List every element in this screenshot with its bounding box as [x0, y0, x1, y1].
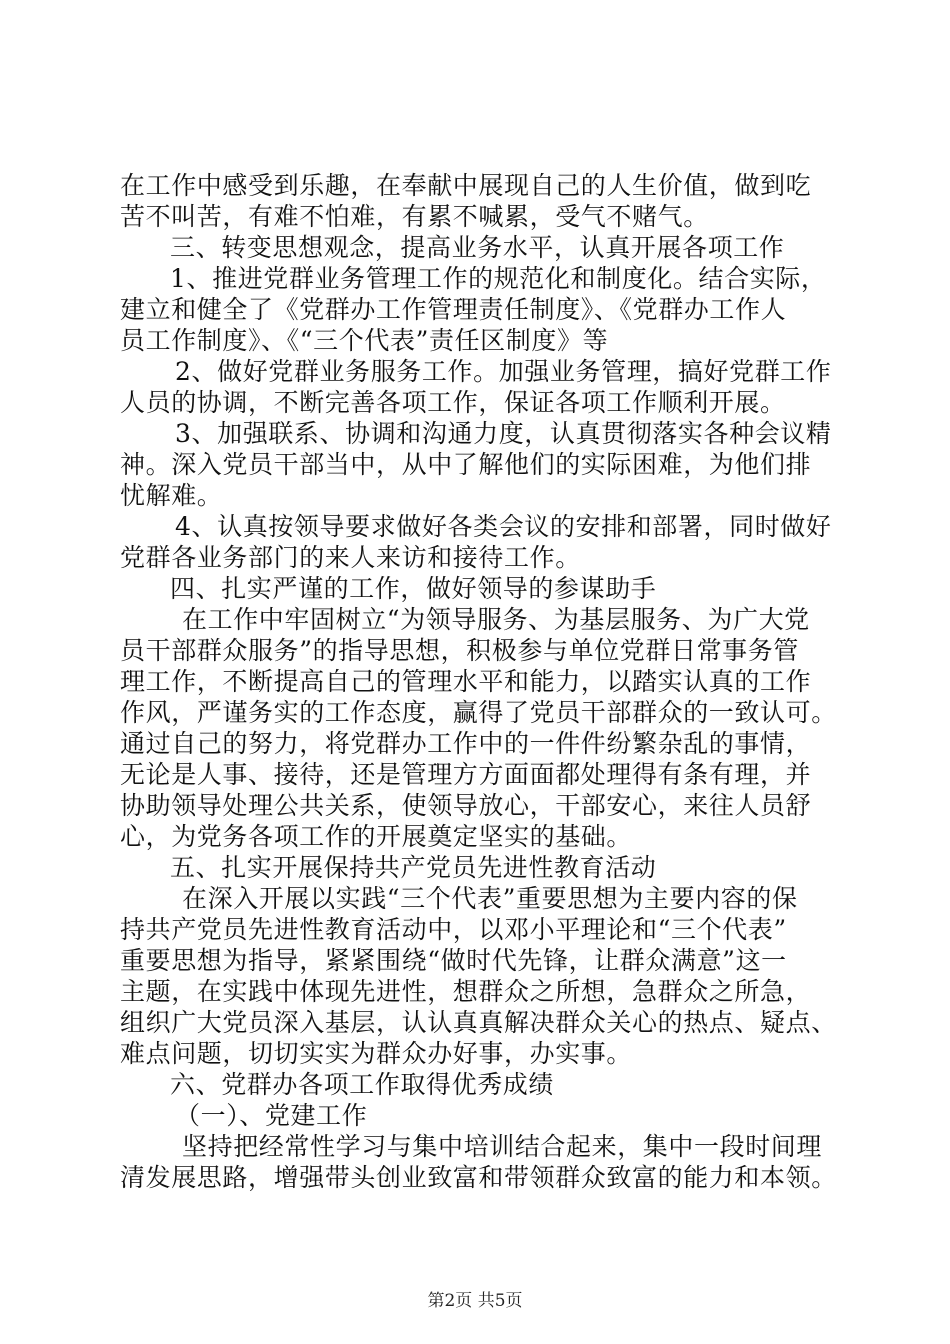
text-line: 组织广大党员深入基层，认认真真解决群众关心的热点、疑点、 — [120, 1008, 837, 1037]
text-line: 四、扎实严谨的工作，做好领导的参谋助手 — [170, 574, 657, 603]
text-line: 心，为党务各项工作的开展奠定坚实的基础。 — [120, 822, 633, 851]
text-line: 在工作中牢固树立“为领导服务、为基层服务、为广大党 — [182, 605, 810, 634]
text-line: 苦不叫苦，有难不怕难，有累不喊累，受气不赌气。 — [120, 202, 709, 231]
text-line: 建立和健全了《党群办工作管理责任制度》、《党群办工作人 — [120, 295, 787, 324]
text-line: 3、加强联系、协调和沟通力度，认真贯彻落实各种会议精 — [175, 419, 832, 448]
text-line: 忧解难。 — [120, 481, 223, 510]
text-line: 清发展思路，增强带头创业致富和带领群众致富的能力和本领。 — [120, 1163, 837, 1192]
text-line: 重要思想为指导，紧紧围绕“做时代先锋，让群众满意”这一 — [120, 946, 787, 975]
text-line: （一）、党建工作 — [175, 1101, 368, 1130]
text-line: 作风，严谨务实的工作态度，赢得了党员干部群众的一致认可。 — [120, 698, 837, 727]
text-line: 党群各业务部门的来人来访和接待工作。 — [120, 543, 581, 572]
text-line: 2、做好党群业务服务工作。加强业务管理，搞好党群工作 — [175, 357, 832, 386]
text-line: 理工作，不断提高自己的管理水平和能力，以踏实认真的工作 — [120, 667, 812, 696]
text-line: 通过自己的努力，将党群办工作中的一件件纷繁杂乱的事情， — [120, 729, 812, 758]
text-line: 主题，在实践中体现先进性，想群众之所想，急群众之所急， — [120, 977, 812, 1006]
text-line: 坚持把经常性学习与集中培训结合起来，集中一段时间理 — [182, 1132, 823, 1161]
text-line: 在工作中感受到乐趣，在奉献中展现自己的人生价值，做到吃 — [120, 171, 812, 200]
text-line: 在深入开展以实践“三个代表”重要思想为主要内容的保 — [182, 884, 798, 913]
text-line: 协助领导处理公共关系，使领导放心，干部安心，来往人员舒 — [120, 791, 812, 820]
text-line: 难点问题，切切实实为群众办好事，办实事。 — [120, 1039, 633, 1068]
text-line: 人员的协调，不断完善各项工作，保证各项工作顺利开展。 — [120, 388, 786, 417]
text-line: 三、转变思想观念，提高业务水平，认真开展各项工作 — [170, 233, 785, 262]
text-line: 4、认真按领导要求做好各类会议的安排和部署，同时做好 — [175, 512, 832, 541]
document-body — [120, 170, 850, 1193]
page-footer: 第2页 共5页 — [427, 1291, 523, 1311]
text-line: 员干部群众服务”的指导思想，积极参与单位党群日常事务管 — [120, 636, 799, 665]
text-line: 1、推进党群业务管理工作的规范化和制度化。结合实际， — [170, 264, 827, 293]
text-line: 六、党群办各项工作取得优秀成绩 — [170, 1070, 555, 1099]
text-line: 员工作制度》、《“三个代表”责任区制度》等 — [120, 326, 609, 355]
text-line: 无论是人事、接待，还是管理方方面面都处理得有条有理，并 — [120, 760, 812, 789]
text-line: 持共产党员先进性教育活动中，以邓小平理论和“三个代表” — [120, 915, 787, 944]
text-line: 神。深入党员干部当中，从中了解他们的实际困难，为他们排 — [120, 450, 812, 479]
text-line: 五、扎实开展保持共产党员先进性教育活动 — [170, 853, 657, 882]
